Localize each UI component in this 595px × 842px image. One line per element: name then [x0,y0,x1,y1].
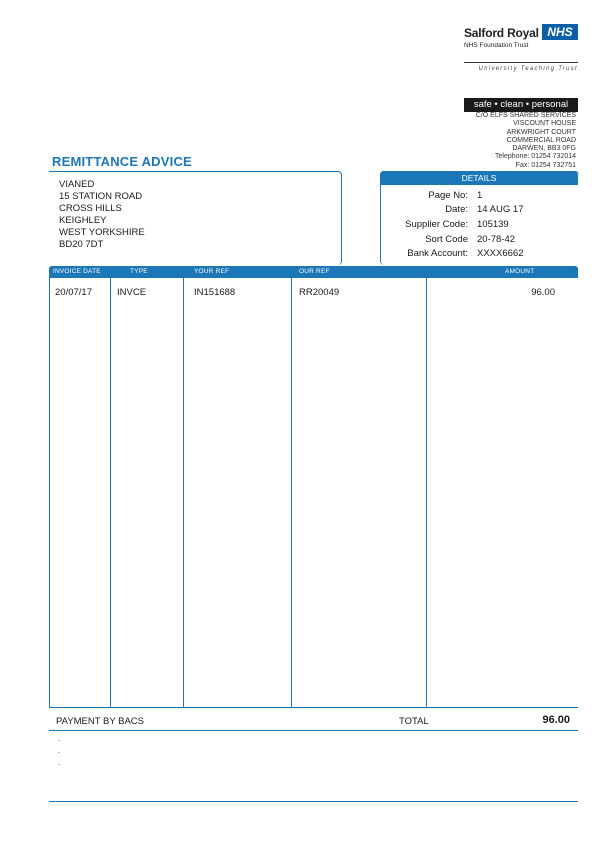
address-line: Telephone: 01254 732014 [495,153,576,161]
details-value-page: 1 [477,190,483,201]
address-line: Fax: 01254 732751 [515,161,576,169]
payment-method: PAYMENT BY BACS [56,716,144,727]
cell-our-ref: RR20049 [299,287,340,298]
address-line: ARKWRIGHT COURT [506,128,576,136]
remark-dot: . [58,746,61,755]
col-type: TYPE [130,268,148,275]
details-label-supplier-code: Supplier Code: [405,219,468,230]
motto-banner: safe • clean • personal [464,98,578,112]
logo-divider [464,62,578,63]
details-label-sort-code: Sort Code [425,234,468,245]
supplier-line: VIANED [59,179,95,190]
details-label-page: Page No: [428,190,468,201]
address-line: COMMERCIAL ROAD [506,136,576,144]
details-value-sort-code: 20-78-42 [477,234,516,245]
details-value-supplier-code: 105139 [477,219,509,230]
address-line: DARWEN, BB3 0FG [512,145,576,153]
remark-dot: . [58,758,61,767]
sender-address [476,112,576,170]
col-invoice-date: INVOICE DATE [53,268,101,275]
supplier-line: KEIGHLEY [59,215,107,226]
details-value-bank-account: XXXX6662 [477,248,524,259]
column-divider [183,278,184,707]
details-label-date: Date: [445,204,468,215]
org-subtitle: NHS Foundation Trust [464,42,529,49]
org-name: Salford Royal [464,26,539,40]
cell-amount: 96.00 [531,287,555,298]
column-divider [49,278,50,707]
address-line: C/O ELFS SHARED SERVICES [475,112,576,119]
address-line: VISCOUNT HOUSE [513,120,576,128]
col-amount: AMOUNT [505,268,535,275]
tagline: University Teaching Trust [478,66,578,72]
col-our-ref: OUR REF [299,268,330,275]
column-divider [426,278,427,707]
page-bottom-rule [49,801,578,802]
details-heading: DETAILS [380,171,578,185]
col-your-ref: YOUR REF [194,268,230,275]
cell-type: INVCE [117,287,147,298]
column-divider [110,278,111,707]
supplier-line: BD20 7DT [59,239,104,250]
supplier-line: 15 STATION ROAD [59,191,143,202]
supplier-address [59,179,145,251]
cell-invoice-date: 20/07/17 [55,287,92,298]
supplier-line: CROSS HILLS [59,203,122,214]
total-top-rule [49,707,578,708]
details-value-date: 14 AUG 17 [477,204,524,215]
details-label-bank-account: Bank Account: [407,248,468,259]
total-label: TOTAL [399,716,429,727]
remark-dot: . [58,734,61,743]
total-amount: 96.00 [542,714,570,726]
page-title: REMITTANCE ADVICE [52,154,192,169]
total-bottom-rule [49,730,578,731]
cell-your-ref: IN151688 [194,287,236,298]
column-divider [291,278,292,707]
supplier-line: WEST YORKSHIRE [59,227,145,238]
nhs-logo: NHS [542,24,578,40]
